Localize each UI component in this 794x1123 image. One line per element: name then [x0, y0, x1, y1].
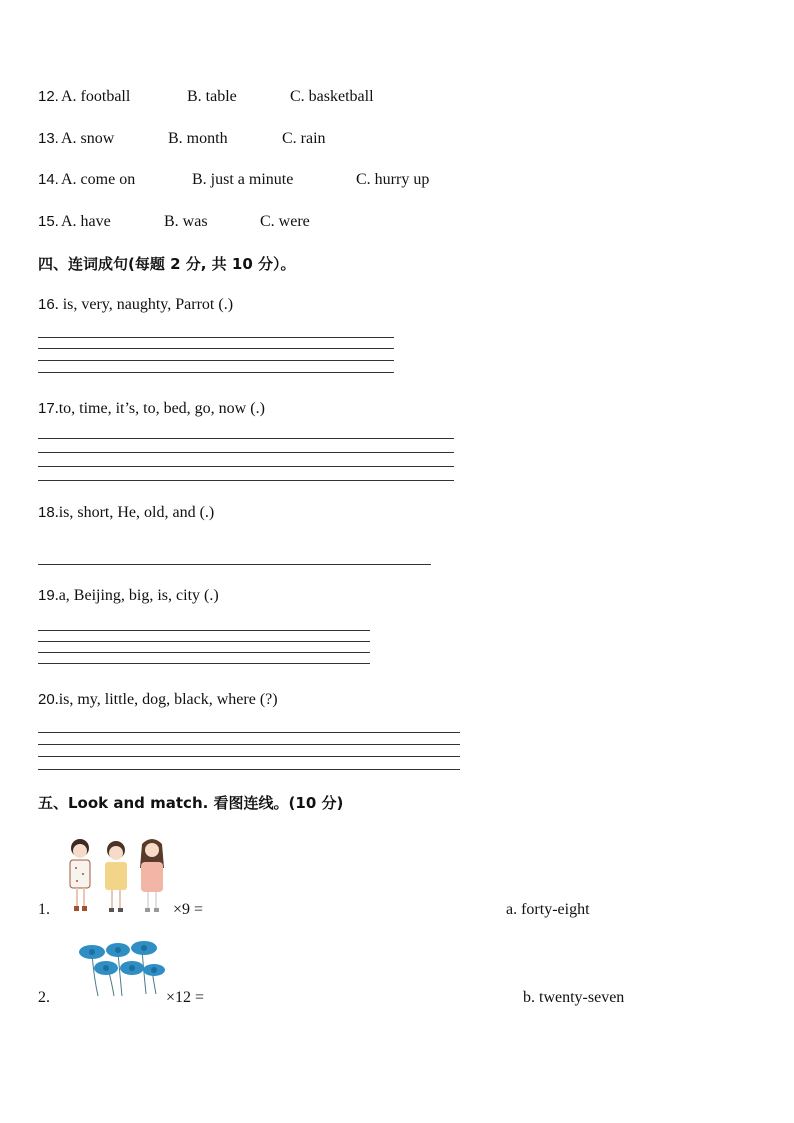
answer-line[interactable]: [38, 438, 454, 439]
option-a: A. come on: [61, 171, 136, 188]
answer-line[interactable]: [38, 652, 370, 653]
answer-line[interactable]: [38, 372, 394, 373]
question-number: 16: [38, 296, 55, 313]
question-number: 18: [38, 504, 55, 521]
option-b: B. was: [164, 213, 208, 230]
answer-line[interactable]: [38, 732, 460, 733]
answer-line[interactable]: [38, 348, 394, 349]
answer-line[interactable]: [38, 744, 460, 745]
answer-line[interactable]: [38, 337, 394, 338]
answer-line[interactable]: [38, 452, 454, 453]
item-number: 1.: [38, 901, 50, 918]
question-number: 15.: [38, 213, 59, 230]
answer-option-a[interactable]: a. forty-eight: [506, 901, 590, 918]
item-number: 2.: [38, 989, 50, 1006]
word-list: .is, short, He, old, and (.): [54, 504, 215, 521]
word-list: .to, time, it’s, to, bed, go, now (.): [54, 400, 265, 417]
question-number: 17: [38, 400, 55, 417]
multiplication-expression: ×12 =: [166, 989, 205, 1006]
question-number: 13.: [38, 130, 59, 147]
answer-line[interactable]: [38, 756, 460, 757]
answer-line[interactable]: [38, 466, 454, 467]
option-c: C. were: [260, 213, 310, 230]
answer-line[interactable]: [38, 630, 370, 631]
option-c: C. basketball: [290, 88, 374, 105]
option-a: A. have: [61, 213, 111, 230]
word-list: .is, my, little, dog, black, where (?): [54, 691, 278, 708]
option-c: C. rain: [282, 130, 326, 147]
answer-line[interactable]: [38, 641, 370, 642]
option-b: B. month: [168, 130, 228, 147]
option-c: C. hurry up: [356, 171, 430, 188]
blue-flowers-illustration[interactable]: [72, 938, 170, 1000]
option-b: B. just a minute: [192, 171, 294, 188]
question-number: 19: [38, 587, 55, 604]
answer-option-b[interactable]: b. twenty-seven: [523, 989, 625, 1006]
multiplication-expression: ×9 =: [173, 901, 204, 918]
option-a: A. snow: [61, 130, 115, 147]
answer-line[interactable]: [38, 663, 370, 664]
question-number: 14.: [38, 171, 59, 188]
question-number: 20: [38, 691, 55, 708]
answer-line[interactable]: [38, 360, 394, 361]
section-heading-5: 五、Look and match. 看图连线。(10 分): [38, 794, 344, 812]
answer-line[interactable]: [38, 769, 460, 770]
question-number: 12.: [38, 88, 59, 105]
word-list: .a, Beijing, big, is, city (.): [54, 587, 219, 604]
answer-line[interactable]: [38, 480, 454, 481]
section-heading-4: 四、连词成句(每题 2 分, 共 10 分）。: [38, 255, 296, 273]
option-a: A. football: [61, 88, 131, 105]
option-b: B. table: [187, 88, 237, 105]
answer-line[interactable]: [38, 564, 431, 565]
word-list: . is, very, naughty, Parrot (.): [54, 296, 234, 313]
three-girls-illustration[interactable]: [64, 834, 172, 916]
